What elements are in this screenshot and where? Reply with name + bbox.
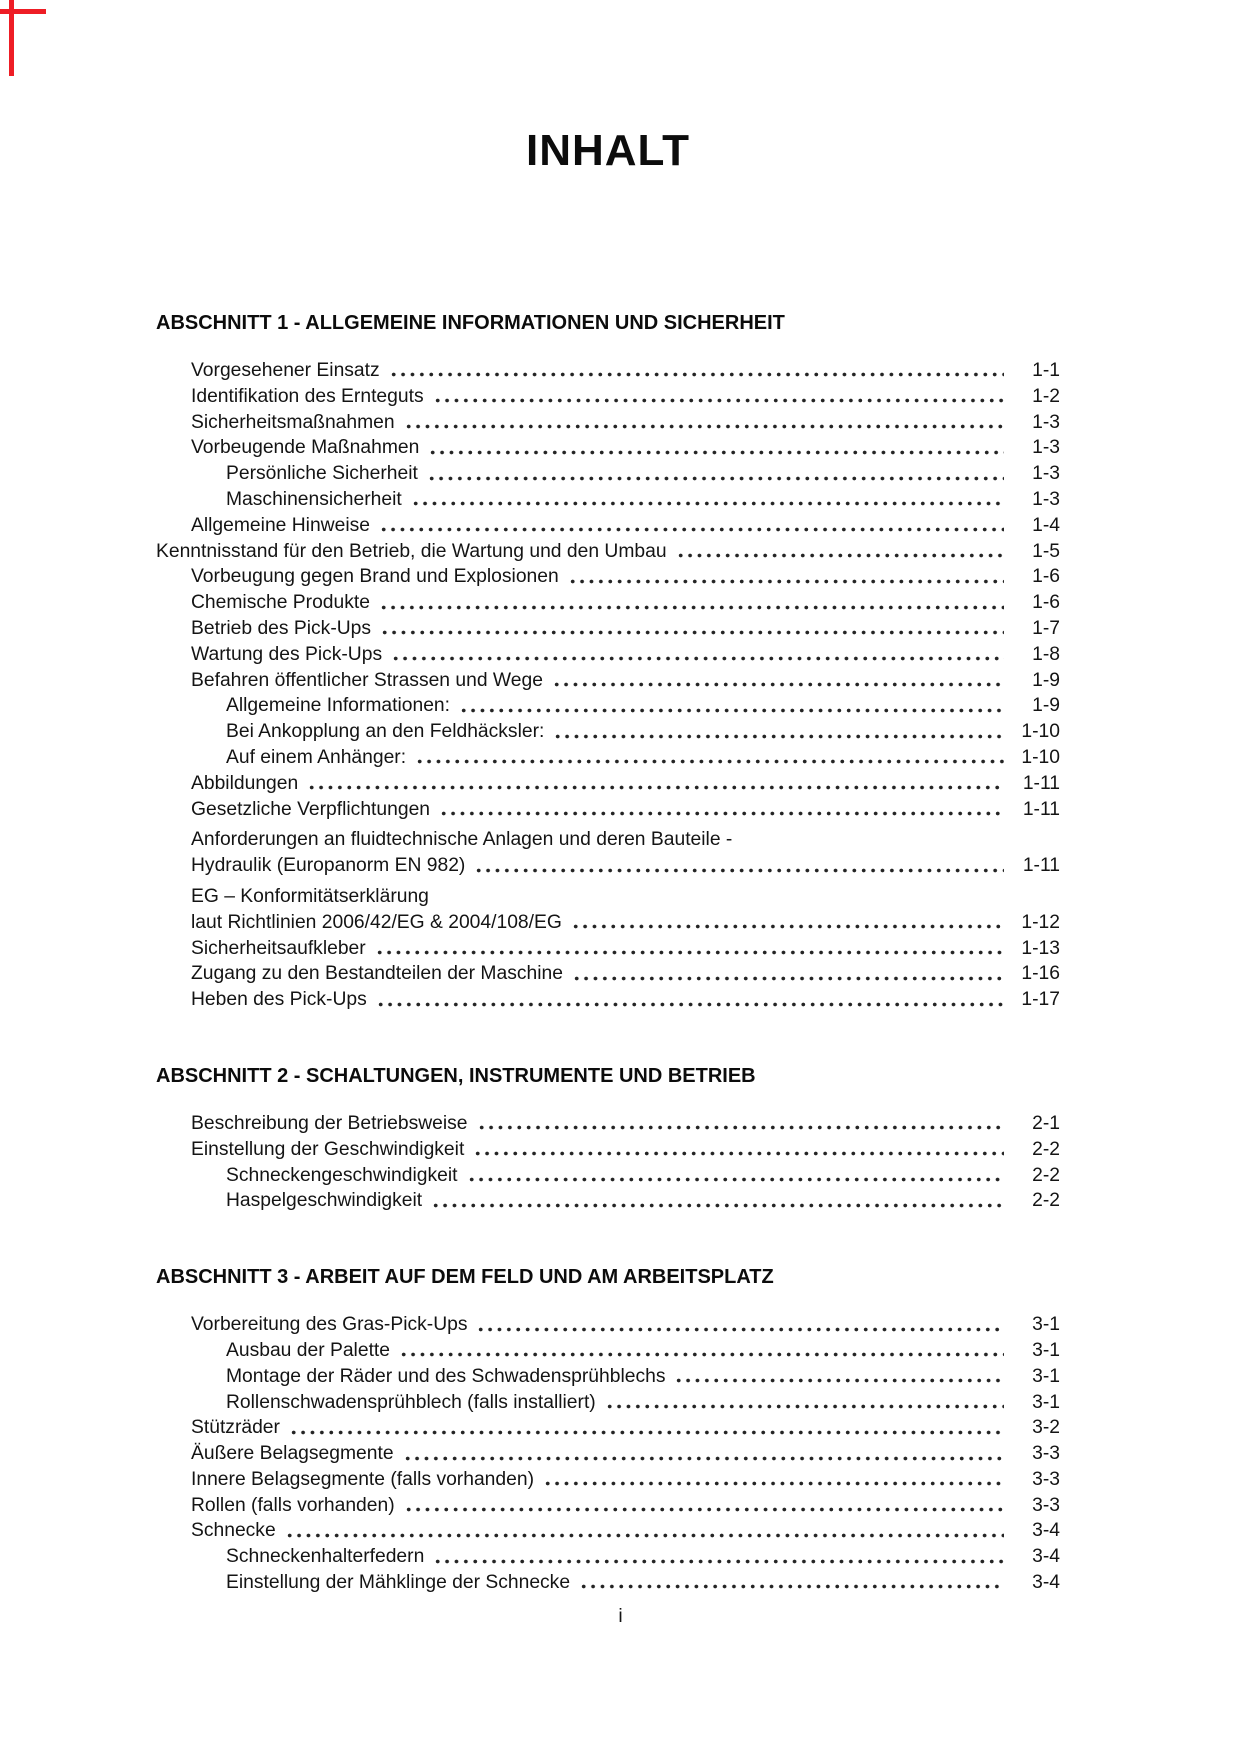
entry-label: laut Richtlinien 2006/42/EG & 2004/108/EG <box>191 911 562 933</box>
dot-leader <box>569 910 1004 936</box>
entry-label: Kenntnisstand für den Betrieb, die Wartung und den Umbau <box>156 540 667 562</box>
dot-leader <box>287 1415 1004 1441</box>
page-number: 1-3 <box>1032 488 1060 510</box>
page-number: 1-9 <box>1032 695 1060 717</box>
entry-label: Zugang zu den Bestandteilen der Maschine <box>191 963 563 985</box>
entry-label: Äußere Belagsegmente <box>191 1443 394 1465</box>
toc-entry <box>156 1137 1060 1163</box>
toc-entry <box>156 1544 1060 1570</box>
entry-label: Betrieb des Pick-Ups <box>191 617 372 639</box>
page-number: 1-3 <box>1032 463 1060 485</box>
toc-entry <box>156 564 1060 590</box>
entry-label: Abbildungen <box>191 772 299 794</box>
entry-label: Sicherheitsmaßnahmen <box>191 411 395 433</box>
entry-label: Heben des Pick-Ups <box>191 989 367 1011</box>
toc-entry <box>156 910 1060 936</box>
page-number: 3-4 <box>1032 1572 1060 1594</box>
page-number: 1-12 <box>1021 911 1060 933</box>
page-number: 1-3 <box>1032 411 1060 433</box>
entry-label: Schneckengeschwindigkeit <box>226 1164 458 1186</box>
toc-entry-list <box>156 1312 1060 1596</box>
crop-mark-top <box>0 9 46 14</box>
page-number: 1-11 <box>1022 798 1060 820</box>
toc-entry <box>156 642 1060 668</box>
page-number: 2-2 <box>1032 1190 1060 1212</box>
toc-section <box>156 1264 1060 1596</box>
entry-label: Vorbereitung des Gras-Pick-Ups <box>191 1314 468 1336</box>
toc-entry <box>156 616 1060 642</box>
entry-label: Rollenschwadensprühblech (falls installiert) <box>226 1391 596 1413</box>
entry-label: Rollen (falls vorhanden) <box>191 1494 395 1516</box>
toc-entry <box>156 1111 1060 1137</box>
toc-entry <box>156 1570 1060 1596</box>
toc-entry <box>156 1188 1060 1214</box>
page-number: 1-9 <box>1032 669 1060 691</box>
footer-page-number: i <box>618 1606 623 1627</box>
entry-label: Befahren öffentlicher Strassen und Wege <box>191 669 543 691</box>
entry-label: Innere Belagsegmente (falls vorhanden) <box>191 1468 534 1490</box>
page-number: 3-3 <box>1032 1494 1060 1516</box>
dot-leader <box>402 410 1004 436</box>
page-number: 1-10 <box>1021 721 1060 743</box>
dot-leader <box>305 771 1004 797</box>
dot-leader <box>603 1390 1004 1416</box>
dot-leader <box>437 797 1004 823</box>
toc-entry <box>156 693 1060 719</box>
page-number: 3-1 <box>1032 1339 1060 1361</box>
entry-label: Vorbeugende Maßnahmen <box>191 437 420 459</box>
dot-leader <box>674 539 1004 565</box>
toc-entry <box>156 1364 1060 1390</box>
entry-label: Haspelgeschwindigkeit <box>226 1190 423 1212</box>
toc-entry <box>156 1518 1060 1544</box>
toc-entry <box>156 539 1060 565</box>
dot-leader <box>413 745 1004 771</box>
toc-entry <box>156 1163 1060 1189</box>
page-number: 3-1 <box>1032 1365 1060 1387</box>
page-number: 1-10 <box>1021 746 1060 768</box>
toc-entry <box>156 771 1060 797</box>
toc-entry <box>156 1390 1060 1416</box>
page-number: 1-17 <box>1021 989 1060 1011</box>
page-number: 3-3 <box>1032 1443 1060 1465</box>
dot-leader <box>457 693 1004 719</box>
entry-label: Schnecke <box>191 1520 276 1542</box>
toc-entry <box>156 384 1060 410</box>
toc-section <box>156 1063 1060 1214</box>
dot-leader <box>431 1544 1004 1570</box>
page-number: 1-5 <box>1032 540 1060 562</box>
dot-leader <box>577 1570 1004 1596</box>
toc-entry <box>156 961 1060 987</box>
entry-label: Schneckenhalterfedern <box>226 1546 425 1568</box>
entry-label: Allgemeine Informationen: <box>226 695 451 717</box>
entry-label: Hydraulik (Europanorm EN 982) <box>191 855 466 877</box>
toc-content <box>156 0 1060 1596</box>
entry-label: Identifikation des Ernteguts <box>191 385 424 407</box>
page-title: INHALT <box>525 126 691 175</box>
entry-label: Sicherheitsaufkleber <box>191 937 366 959</box>
entry-label: EG – Konformitätserklärung <box>191 885 429 907</box>
toc-entry <box>156 745 1060 771</box>
toc-entry <box>156 1467 1060 1493</box>
dot-leader <box>389 642 1004 668</box>
entry-label: Vorbeugung gegen Brand und Explosionen <box>191 566 559 588</box>
toc-entry <box>156 461 1060 487</box>
toc-entry <box>156 358 1060 384</box>
page-number: 3-2 <box>1032 1417 1060 1439</box>
page-number: 1-7 <box>1032 617 1060 639</box>
page-number: 1-3 <box>1032 437 1060 459</box>
entry-label: Wartung des Pick-Ups <box>191 643 383 665</box>
page-number: 1-1 <box>1032 360 1060 381</box>
page-number: 2-2 <box>1032 1138 1060 1160</box>
toc-entry <box>156 1312 1060 1338</box>
page-number: 3-1 <box>1032 1391 1060 1413</box>
dot-leader <box>377 590 1004 616</box>
entry-label: Chemische Produkte <box>191 592 370 614</box>
entry-label: Allgemeine Hinweise <box>191 514 370 536</box>
page-number: 1-11 <box>1022 855 1060 877</box>
toc-entry <box>156 1441 1060 1467</box>
entry-label: Beschreibung der Betriebsweise <box>191 1112 468 1134</box>
dot-leader <box>397 1338 1004 1364</box>
toc-entry <box>156 1415 1060 1441</box>
dot-leader <box>541 1467 1004 1493</box>
entry-label: Bei Ankopplung an den Feldhäcksler: <box>226 721 545 743</box>
entry-label: Maschinensicherheit <box>226 488 402 510</box>
toc-entry-continuation <box>156 827 1060 853</box>
dot-leader <box>373 936 1004 962</box>
section-heading: ABSCHNITT 1 - ALLGEMEINE INFORMATIONEN UND SICHERHEIT <box>156 312 785 334</box>
toc-entry <box>156 668 1060 694</box>
entry-label: Stützräder <box>191 1417 280 1439</box>
dot-leader <box>374 987 1004 1013</box>
entry-label: Montage der Räder und des Schwadensprühblechs <box>226 1365 666 1387</box>
page-number: 3-4 <box>1032 1546 1060 1568</box>
toc-section <box>156 310 1060 1013</box>
toc-sections <box>156 310 1060 1596</box>
dot-leader <box>472 853 1004 879</box>
toc-entry <box>156 1338 1060 1364</box>
entry-label: Auf einem Anhänger: <box>226 746 407 768</box>
dot-leader <box>474 1312 1004 1338</box>
dot-leader <box>566 564 1004 590</box>
page-number: 1-6 <box>1032 592 1060 614</box>
toc-entry <box>156 797 1060 823</box>
toc-entry <box>156 719 1060 745</box>
toc-entry-list <box>156 358 1060 1013</box>
crop-mark-left <box>9 0 14 76</box>
page-number: 2-2 <box>1032 1164 1060 1186</box>
toc-entry-list <box>156 1111 1060 1214</box>
page-number: 2-1 <box>1032 1112 1060 1134</box>
page-number: 1-4 <box>1032 514 1060 536</box>
dot-leader <box>377 513 1004 539</box>
page-number: 3-4 <box>1032 1520 1060 1542</box>
dot-leader <box>551 719 1004 745</box>
dot-leader <box>471 1137 1004 1163</box>
entry-label: Einstellung der Geschwindigkeit <box>191 1138 465 1160</box>
page-number: 1-8 <box>1032 643 1060 665</box>
dot-leader <box>550 668 1004 694</box>
dot-leader <box>465 1163 1004 1189</box>
toc-entry <box>156 590 1060 616</box>
toc-entry-continuation <box>156 884 1060 910</box>
entry-label: Vorgesehener Einsatz <box>191 360 380 381</box>
entry-label: Einstellung der Mähklinge der Schnecke <box>226 1572 571 1594</box>
toc-entry <box>156 987 1060 1013</box>
dot-leader <box>409 487 1004 513</box>
toc-entry <box>156 936 1060 962</box>
page-number: 3-3 <box>1032 1468 1060 1490</box>
toc-entry <box>156 1493 1060 1519</box>
page-number: 3-1 <box>1032 1314 1060 1336</box>
dot-leader <box>401 1441 1004 1467</box>
toc-entry <box>156 435 1060 461</box>
entry-label: Ausbau der Palette <box>226 1339 391 1361</box>
dot-leader <box>475 1111 1004 1137</box>
page-number: 1-2 <box>1032 385 1060 407</box>
page-number: 1-16 <box>1021 963 1060 985</box>
dot-leader <box>387 358 1004 384</box>
dot-leader <box>402 1493 1004 1519</box>
dot-leader <box>425 461 1004 487</box>
section-heading: ABSCHNITT 3 - ARBEIT AUF DEM FELD UND AM ARBEITSPLATZ <box>156 1266 774 1289</box>
dot-leader <box>426 435 1004 461</box>
entry-label: Anforderungen an fluidtechnische Anlagen und deren Bauteile - <box>191 829 733 851</box>
dot-leader <box>283 1518 1004 1544</box>
dot-leader <box>570 961 1004 987</box>
toc-entry <box>156 410 1060 436</box>
page-number: 1-11 <box>1022 772 1060 794</box>
entry-label: Gesetzliche Verpflichtungen <box>191 798 431 820</box>
dot-leader <box>672 1364 1004 1390</box>
dot-leader <box>429 1188 1004 1214</box>
section-heading: ABSCHNITT 2 - SCHALTUNGEN, INSTRUMENTE UND BETRIEB <box>156 1064 756 1087</box>
dot-leader <box>378 616 1004 642</box>
toc-entry <box>156 513 1060 539</box>
page-number: 1-6 <box>1032 566 1060 588</box>
entry-label: Persönliche Sicherheit <box>226 463 418 485</box>
dot-leader <box>431 384 1004 410</box>
toc-entry <box>156 853 1060 879</box>
page-number: 1-13 <box>1021 937 1060 959</box>
toc-entry <box>156 487 1060 513</box>
